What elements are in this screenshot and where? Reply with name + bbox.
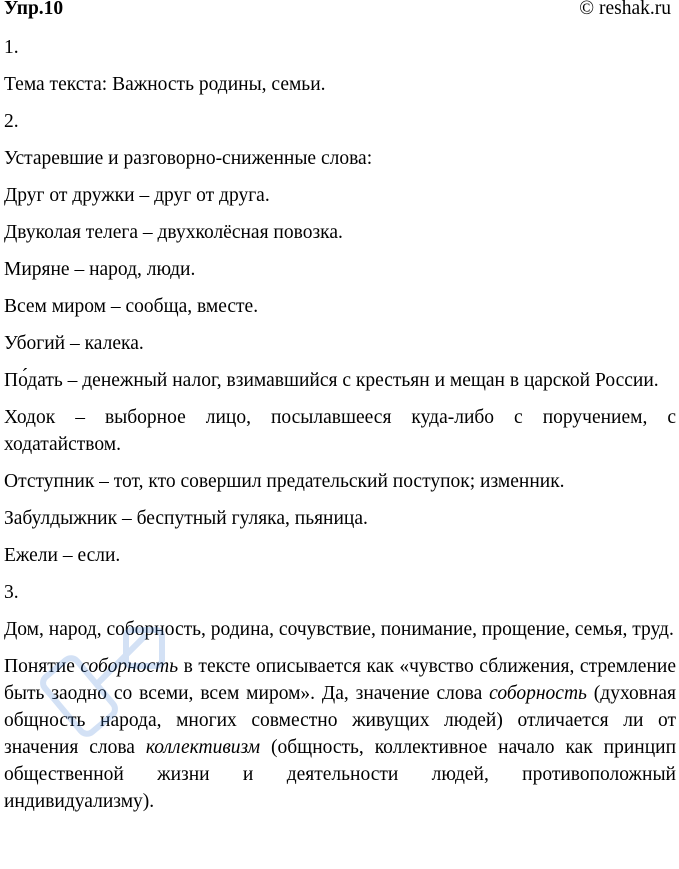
word-item: Всем миром – сообща, вместе. <box>4 296 259 317</box>
exercise-title: Упр.10 <box>4 0 64 19</box>
text-theme: Тема текста: Важность родины, семьи. <box>4 74 326 95</box>
section-number-1: 1. <box>4 37 19 58</box>
word-item: Миряне – народ, люди. <box>4 259 196 280</box>
word-item: Друг от дружки – друг от друга. <box>4 185 270 206</box>
word-item: Ходок – выборное лицо, посылавшееся куда-либо с поручением, с ходатайством. <box>4 407 676 455</box>
words-heading: Устаревшие и разговорно-сниженные слова: <box>4 148 373 169</box>
explanation-paragraph <box>4 653 676 815</box>
word-item: Забулдыжник – беспутный гуляка, пьяница. <box>4 508 368 529</box>
word-item: Двуколая телега – двухколёсная повозка. <box>4 222 343 243</box>
word-item: Отступник – тот, кто совершил предательский поступок; изменник. <box>4 471 565 492</box>
word-item: Ежели – если. <box>4 545 121 566</box>
paragraph-text: (общность, коллективное начало как принцип общественной жизни и деятельности людей, противоположный индивидуализму). <box>4 737 677 812</box>
header <box>4 0 679 34</box>
keywords-list: Дом, народ, соборность, родина, сочувствие, понимание, прощение, семья, труд. <box>4 619 674 640</box>
section-number-2: 2. <box>4 111 19 132</box>
paragraph-text: (духовная общность народа, многих совместно живущих людей) отличается ли от значения слова <box>4 683 676 758</box>
word-item: Убогий – калека. <box>4 333 144 354</box>
site-credit: © reshak.ru <box>579 0 671 19</box>
paragraph-text: в тексте описывается как «чувство сближения, стремление быть заодно со всеми, всем миром». Да, значение слова <box>4 656 676 704</box>
word-item: По́дать – денежный налог, взимавшийся с крестьян и мещан в царской России. <box>4 370 659 391</box>
paragraph-text: Понятие <box>4 656 81 677</box>
italic-term: соборность <box>80 656 179 677</box>
italic-term: соборность <box>489 683 587 704</box>
answer-content <box>4 34 676 815</box>
section-number-3: 3. <box>4 582 19 603</box>
italic-term: коллективизм <box>145 737 261 758</box>
